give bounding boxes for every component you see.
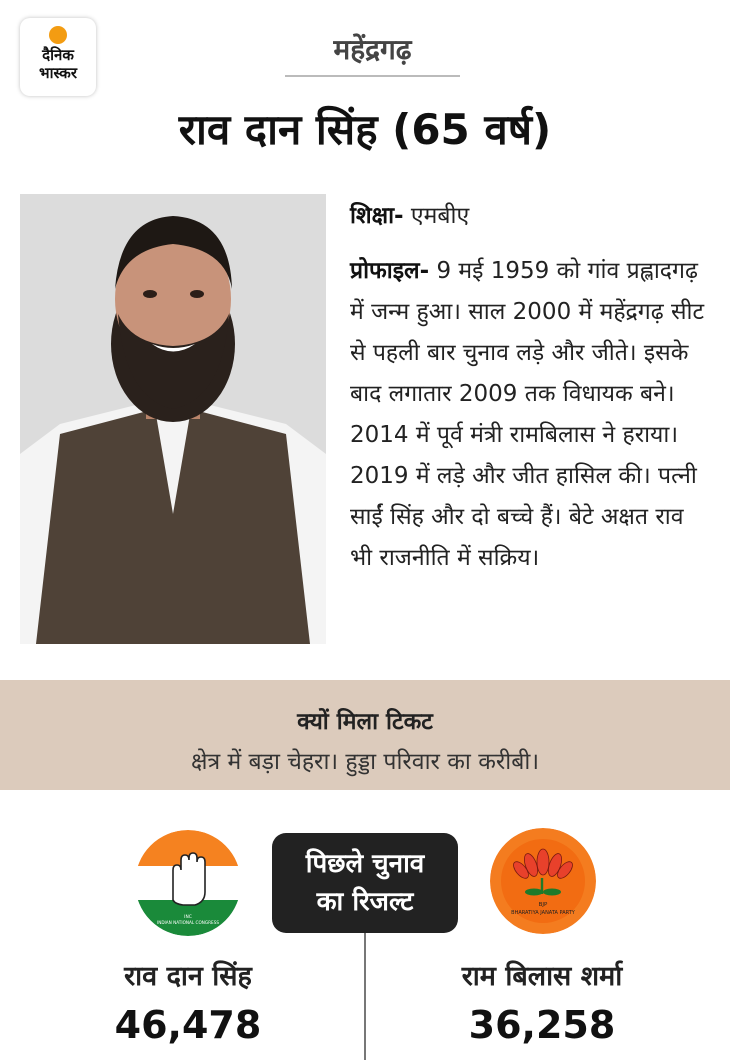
education-value: एमबीए bbox=[410, 203, 470, 229]
congress-logo bbox=[135, 830, 241, 936]
candidate-votes: 46,478 bbox=[114, 1003, 262, 1047]
district-name: महेंद्रगढ़ bbox=[333, 33, 412, 66]
previous-result-badge bbox=[272, 833, 458, 933]
candidate-title: राव दान सिंह (65 वर्ष) bbox=[178, 105, 552, 154]
candidate-info bbox=[350, 196, 710, 593]
bjp-logo bbox=[490, 828, 596, 934]
candidate-votes: 36,258 bbox=[468, 1003, 616, 1047]
district-underline bbox=[285, 75, 460, 77]
result-badge-line-1: पिछले चुनाव bbox=[305, 849, 425, 879]
candidate-photo bbox=[20, 194, 326, 644]
ticket-text: क्षेत्र में बड़ा चेहरा। हुड्डा परिवार का करीबी। bbox=[190, 749, 540, 775]
inc-abbr: INC bbox=[184, 915, 192, 920]
bjp-abbr: BJP bbox=[538, 902, 548, 908]
results-divider bbox=[364, 933, 366, 1060]
education-label: शिक्षा- bbox=[350, 203, 404, 229]
education-line bbox=[350, 196, 710, 237]
result-badge-line-2: का रिजल्ट bbox=[316, 887, 414, 917]
candidate-name: राम बिलास शर्मा bbox=[461, 961, 623, 992]
bjp-name: BHARATIYA JANATA PARTY bbox=[511, 910, 575, 916]
profile-label: प्रोफाइल- bbox=[350, 258, 430, 284]
profile-text: 9 मई 1959 को गांव प्रह्लादगढ़ में जन्म हुआ। साल 2000 में महेंद्रगढ़ सीट से पहली बार चुनाव लड़े और जीते। इसके बाद लगातार 2009 तक विधायक बने। 2014 में पूर्व मंत्री रामबिलास ने हराया। 2019 में लड़े और जीत हासिल की। पत्नी साईं सिंह और दो बच्चे हैं। बेटे अक्षत राव भी राजनीति में सक्रिय। bbox=[350, 258, 705, 571]
dainik-bhaskar-logo bbox=[20, 18, 96, 96]
ticket-title: क्यों मिला टिकट bbox=[297, 709, 433, 735]
logo-line-2: भास्कर bbox=[39, 64, 77, 82]
result-bjp-candidate bbox=[412, 956, 672, 1047]
candidate-name: राव दान सिंह bbox=[124, 961, 252, 992]
ticket-reason-banner bbox=[0, 680, 730, 790]
sun-dot-icon bbox=[49, 26, 67, 44]
result-inc-candidate bbox=[58, 956, 318, 1047]
profile-paragraph bbox=[350, 251, 710, 579]
inc-name: INDIAN NATIONAL CONGRESS bbox=[156, 920, 220, 925]
logo-line-1: दैनिक bbox=[42, 46, 74, 64]
